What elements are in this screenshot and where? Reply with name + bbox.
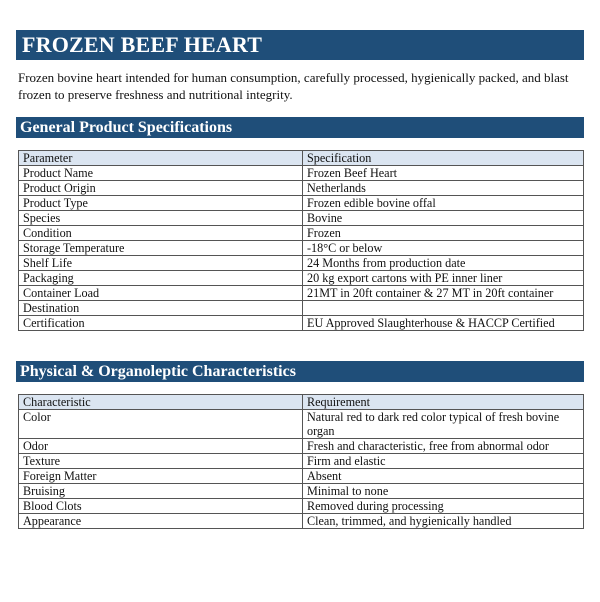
table-header-row	[19, 395, 584, 410]
table-row	[19, 499, 584, 514]
row-value-cell: Absent	[303, 469, 584, 484]
table-row	[19, 241, 584, 256]
row-value-cell: Netherlands	[303, 181, 584, 196]
row-value-cell: 20 kg export cartons with PE inner liner	[303, 271, 584, 286]
table-row	[19, 226, 584, 241]
row-label-cell: Container Load	[19, 286, 303, 301]
row-label-cell: Product Type	[19, 196, 303, 211]
table-row	[19, 271, 584, 286]
row-value-cell: Frozen edible bovine offal	[303, 196, 584, 211]
general-specifications-table	[18, 150, 584, 331]
row-label-cell: Product Origin	[19, 181, 303, 196]
row-value-cell: Bovine	[303, 211, 584, 226]
table-row	[19, 439, 584, 454]
column-header: Specification	[303, 151, 584, 166]
column-header: Characteristic	[19, 395, 303, 410]
row-value-cell: Fresh and characteristic, free from abnormal odor	[303, 439, 584, 454]
row-value-cell: Clean, trimmed, and hygienically handled	[303, 514, 584, 529]
row-value-cell: EU Approved Slaughterhouse & HACCP Certified	[303, 316, 584, 331]
table-row	[19, 181, 584, 196]
section-heading-physical: Physical & Organoleptic Characteristics	[16, 361, 584, 382]
row-label-cell: Appearance	[19, 514, 303, 529]
row-label-cell: Species	[19, 211, 303, 226]
table-row	[19, 410, 584, 439]
table-row	[19, 256, 584, 271]
row-label-cell: Texture	[19, 454, 303, 469]
table-row	[19, 469, 584, 484]
table-row	[19, 196, 584, 211]
row-value-cell: Frozen Beef Heart	[303, 166, 584, 181]
table-row	[19, 211, 584, 226]
table-row	[19, 454, 584, 469]
table-row	[19, 316, 584, 331]
row-value-cell: Firm and elastic	[303, 454, 584, 469]
row-label-cell: Destination	[19, 301, 303, 316]
physical-characteristics-table	[18, 394, 584, 529]
row-value-cell: -18°C or below	[303, 241, 584, 256]
section-heading-general: General Product Specifications	[16, 117, 584, 138]
row-value-cell: Removed during processing	[303, 499, 584, 514]
row-label-cell: Odor	[19, 439, 303, 454]
column-header: Parameter	[19, 151, 303, 166]
row-label-cell: Bruising	[19, 484, 303, 499]
table-row	[19, 484, 584, 499]
row-label-cell: Packaging	[19, 271, 303, 286]
row-value-cell: Minimal to none	[303, 484, 584, 499]
table-row	[19, 286, 584, 301]
row-label-cell: Storage Temperature	[19, 241, 303, 256]
row-value-cell: 21MT in 20ft container & 27 MT in 20ft container	[303, 286, 584, 301]
row-value-cell: 24 Months from production date	[303, 256, 584, 271]
intro-paragraph: Frozen bovine heart intended for human consumption, carefully processed, hygienically packed, and blast frozen to preserve freshness and nutritional integrity.	[18, 70, 569, 102]
row-label-cell: Condition	[19, 226, 303, 241]
row-value-cell: Natural red to dark red color typical of fresh bovine organ	[303, 410, 584, 439]
row-label-cell: Shelf Life	[19, 256, 303, 271]
row-value-cell	[303, 301, 584, 316]
row-label-cell: Foreign Matter	[19, 469, 303, 484]
row-value-cell: Frozen	[303, 226, 584, 241]
table-row	[19, 301, 584, 316]
row-label-cell: Blood Clots	[19, 499, 303, 514]
row-label-cell: Product Name	[19, 166, 303, 181]
row-label-cell: Color	[19, 410, 303, 439]
row-label-cell: Certification	[19, 316, 303, 331]
table-row	[19, 166, 584, 181]
column-header: Requirement	[303, 395, 584, 410]
table-row	[19, 514, 584, 529]
page-title: FROZEN BEEF HEART	[16, 30, 584, 60]
table-header-row	[19, 151, 584, 166]
